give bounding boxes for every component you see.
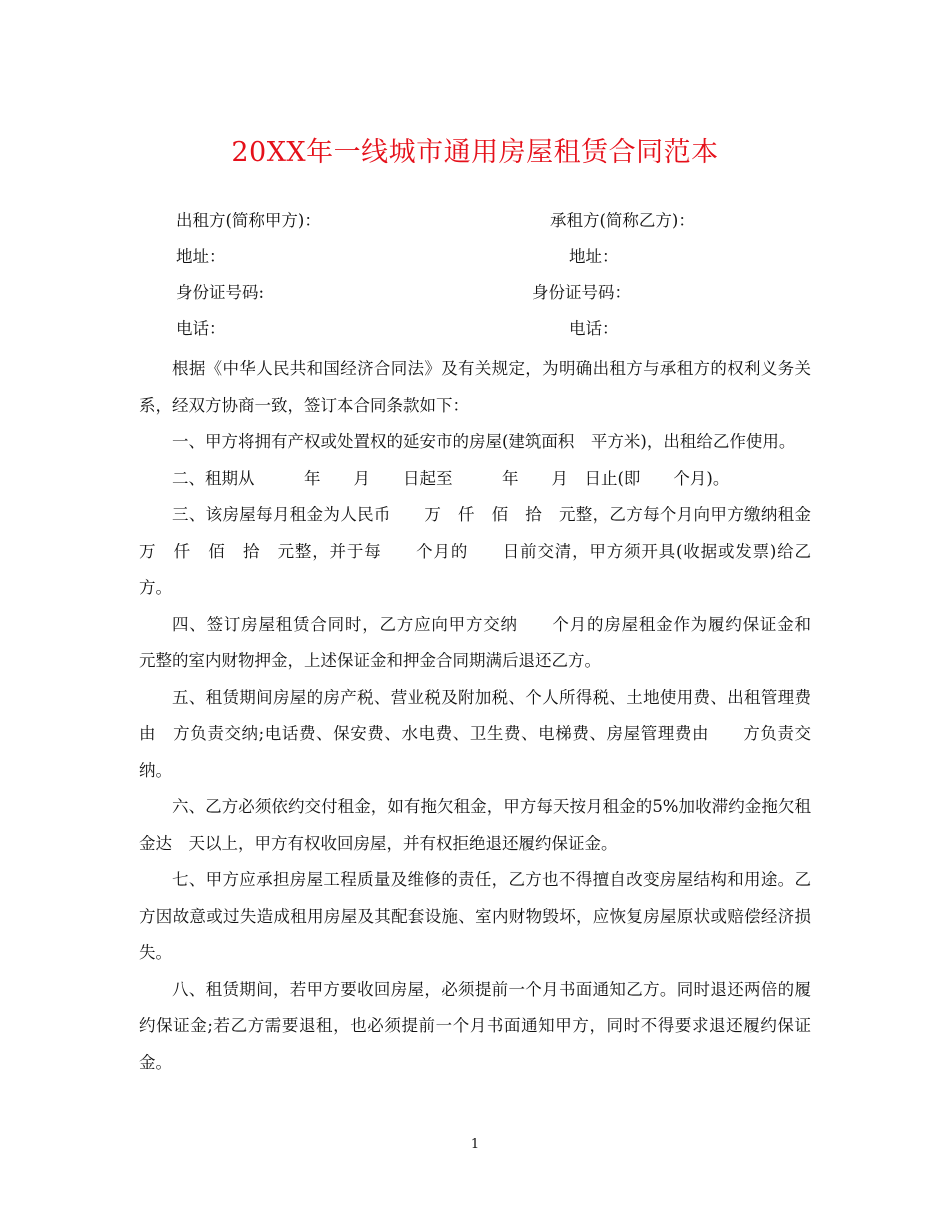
lessor-address-label: 地址： [176, 247, 226, 266]
contract-body [139, 207, 828, 1081]
lessee-phone-label: 电话： [569, 319, 619, 338]
clause-8: 八、租赁期间，若甲方要收回房屋，必须提前一个月书面通知乙方。同时退还两倍的履约保证金;若乙方需要退租，也必须提前一个月书面通知甲方，同时不得要求退还履约保证金。 [139, 979, 811, 1072]
clause-5: 五、租赁期间房屋的房产税、营业税及附加税、个人所得税、土地使用费、出租管理费由 方负责交纳;电话费、保安费、水电费、卫生费、电梯费、房屋管理费由 方负责交纳。 [139, 687, 811, 780]
party-row-phone [139, 315, 811, 351]
document-title: 20XX年一线城市通用房屋租赁合同范本 [231, 137, 719, 168]
clause-1: 一、甲方将拥有产权或处置权的延安市的房屋(建筑面积 平方米)，出租给乙作使用。 [172, 432, 796, 451]
clause-7: 七、甲方应承担房屋工程质量及维修的责任，乙方也不得擅自改变房屋结构和用途。乙方因故意或过失造成租用房屋及其配套设施、室内财物毁坏，应恢复房屋原状或赔偿经济损失。 [139, 870, 811, 962]
clause-4: 四、签订房屋租赁合同时，乙方应向甲方交纳 个月的房屋租金作为履约保证金和 元整的室内财物押金，上述保证金和押金合同期满后退还乙方。 [139, 614, 828, 670]
clause-3: 三、该房屋每月租金为人民币 万 仟 佰 拾 元整，乙方每个月向甲方缴纳租金 万 仟 佰 拾 元整，并于每 个月的 日前交清，甲方须开具(收据或发票)给乙方。 [139, 505, 828, 597]
paragraph-preamble: 根据《中华人民共和国经济合同法》及有关规定，为明确出租方与承租方的权利义务关系，经双方协商一致，签订本合同条款如下： [139, 359, 811, 415]
lessee-id-label: 身份证号码： [532, 283, 631, 302]
clause-6: 六、乙方必须依约交付租金，如有拖欠租金，甲方每天按月租金的5%加收滞约金拖欠租金达 天以上，甲方有权收回房屋，并有权拒绝退还履约保证金。 [139, 797, 811, 853]
lessor-phone-label: 电话： [176, 319, 226, 338]
lessor-id-label: 身份证号码: [176, 283, 265, 302]
party-row-id [139, 279, 811, 315]
clause-2: 二、租期从 年 月 日起至 年 月 日止(即 个月)。 [172, 468, 730, 488]
page-number: 1 [470, 1137, 480, 1152]
lessee-label: 承租方(简称乙方)： [550, 211, 695, 230]
lessee-address-label: 地址： [569, 247, 619, 266]
party-row-name [139, 207, 811, 243]
party-row-address [139, 243, 811, 279]
lessor-label: 出租方(简称甲方)： [176, 211, 321, 230]
